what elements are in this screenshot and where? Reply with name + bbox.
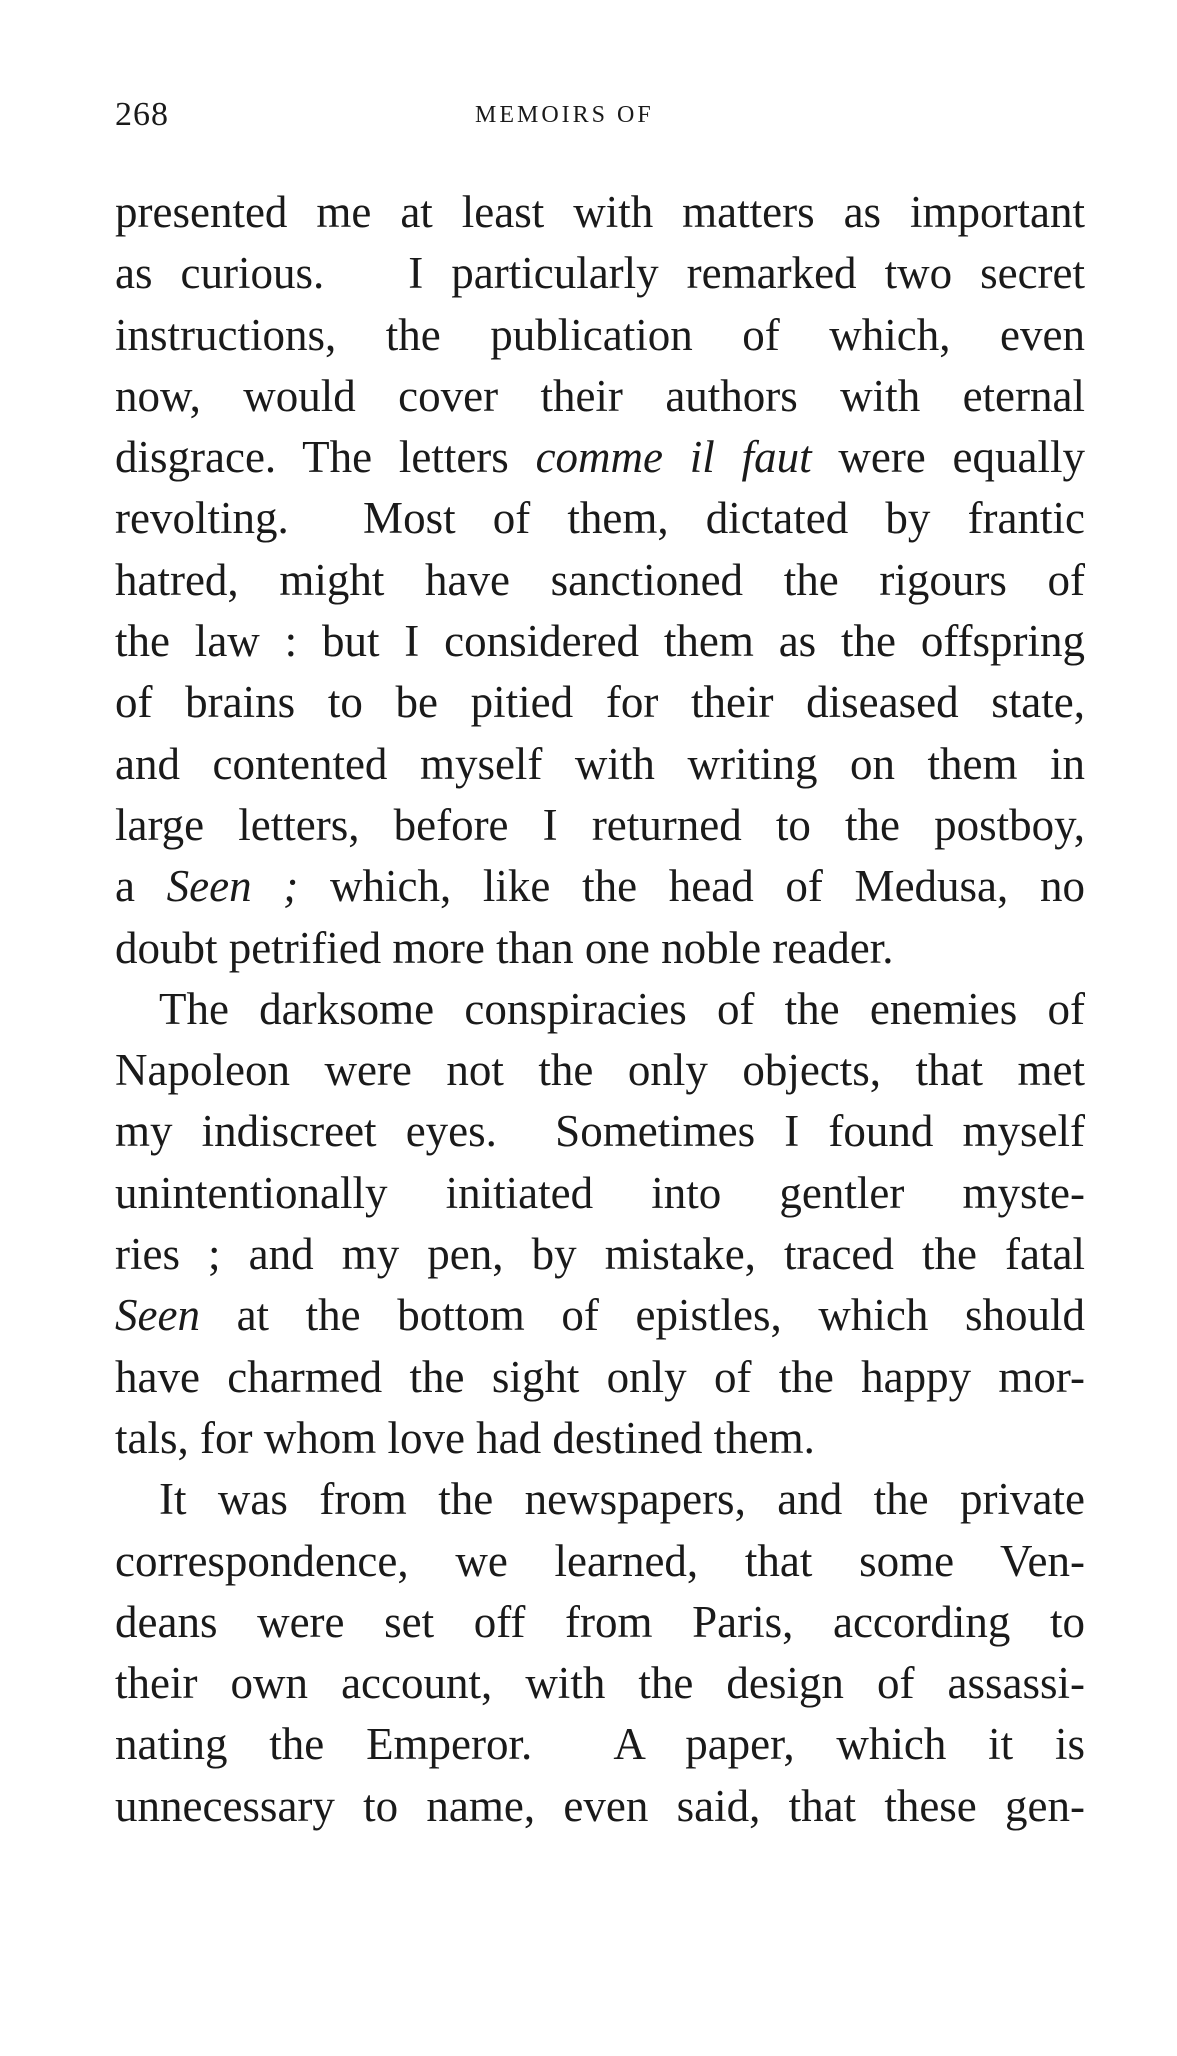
running-head bbox=[115, 96, 1085, 136]
text-line: large letters, before I returned to the postboy, bbox=[115, 799, 1085, 850]
text-line: their own account, with the design of assassi- bbox=[115, 1658, 1085, 1709]
text-line: have charmed the sight only of the happy mor- bbox=[115, 1351, 1085, 1402]
text-line: revolting. Most of them, dictated by frantic bbox=[115, 493, 1085, 544]
italic-phrase: Seen ; bbox=[166, 861, 299, 912]
text-line: disgrace. The letters comme il faut were equally bbox=[115, 432, 1085, 483]
text-line: The darksome conspiracies of the enemies of bbox=[159, 983, 1085, 1034]
text-line: hatred, might have sanctioned the rigours of bbox=[115, 554, 1085, 605]
text-line: my indiscreet eyes. Sometimes I found myself bbox=[115, 1106, 1085, 1157]
text-line: a Seen ; which, like the head of Medusa, no bbox=[115, 861, 1085, 912]
text-line: as curious. I particularly remarked two secret bbox=[115, 248, 1085, 299]
text-line: and contented myself with writing on them in bbox=[115, 738, 1085, 789]
text-line: deans were set off from Paris, according to bbox=[115, 1596, 1085, 1647]
text-line: the law : but I considered them as the offspring bbox=[115, 616, 1085, 667]
italic-phrase: comme il faut bbox=[535, 432, 812, 483]
text-line: Napoleon were not the only objects, that met bbox=[115, 1045, 1085, 1096]
running-title: MEMOIRS OF bbox=[475, 102, 654, 128]
text-line: unintentionally initiated into gentler myste- bbox=[115, 1167, 1085, 1218]
text-line: presented me at least with matters as important bbox=[115, 187, 1085, 237]
text-line: of brains to be pitied for their diseased state, bbox=[115, 677, 1085, 728]
text-line: ries ; and my pen, by mistake, traced the fatal bbox=[115, 1229, 1085, 1280]
text-line: now, would cover their authors with eternal bbox=[115, 370, 1085, 421]
text-line: tals, for whom love had destined them. bbox=[115, 1412, 815, 1463]
text-line: unnecessary to name, even said, that these gen- bbox=[115, 1780, 1085, 1831]
text-line: correspondence, we learned, that some Ven- bbox=[115, 1535, 1085, 1586]
text-line: It was from the newspapers, and the private bbox=[159, 1474, 1085, 1525]
text-line: doubt petrified more than one noble reader. bbox=[115, 922, 894, 973]
page-number: 268 bbox=[115, 96, 169, 133]
text-line: nating the Emperor. A paper, which it is bbox=[115, 1719, 1085, 1770]
italic-phrase: Seen bbox=[115, 1290, 200, 1341]
body-text bbox=[115, 182, 1085, 1837]
text-line: instructions, the publication of which, even bbox=[115, 309, 1085, 360]
text-line: Seen at the bottom of epistles, which should bbox=[115, 1290, 1085, 1341]
